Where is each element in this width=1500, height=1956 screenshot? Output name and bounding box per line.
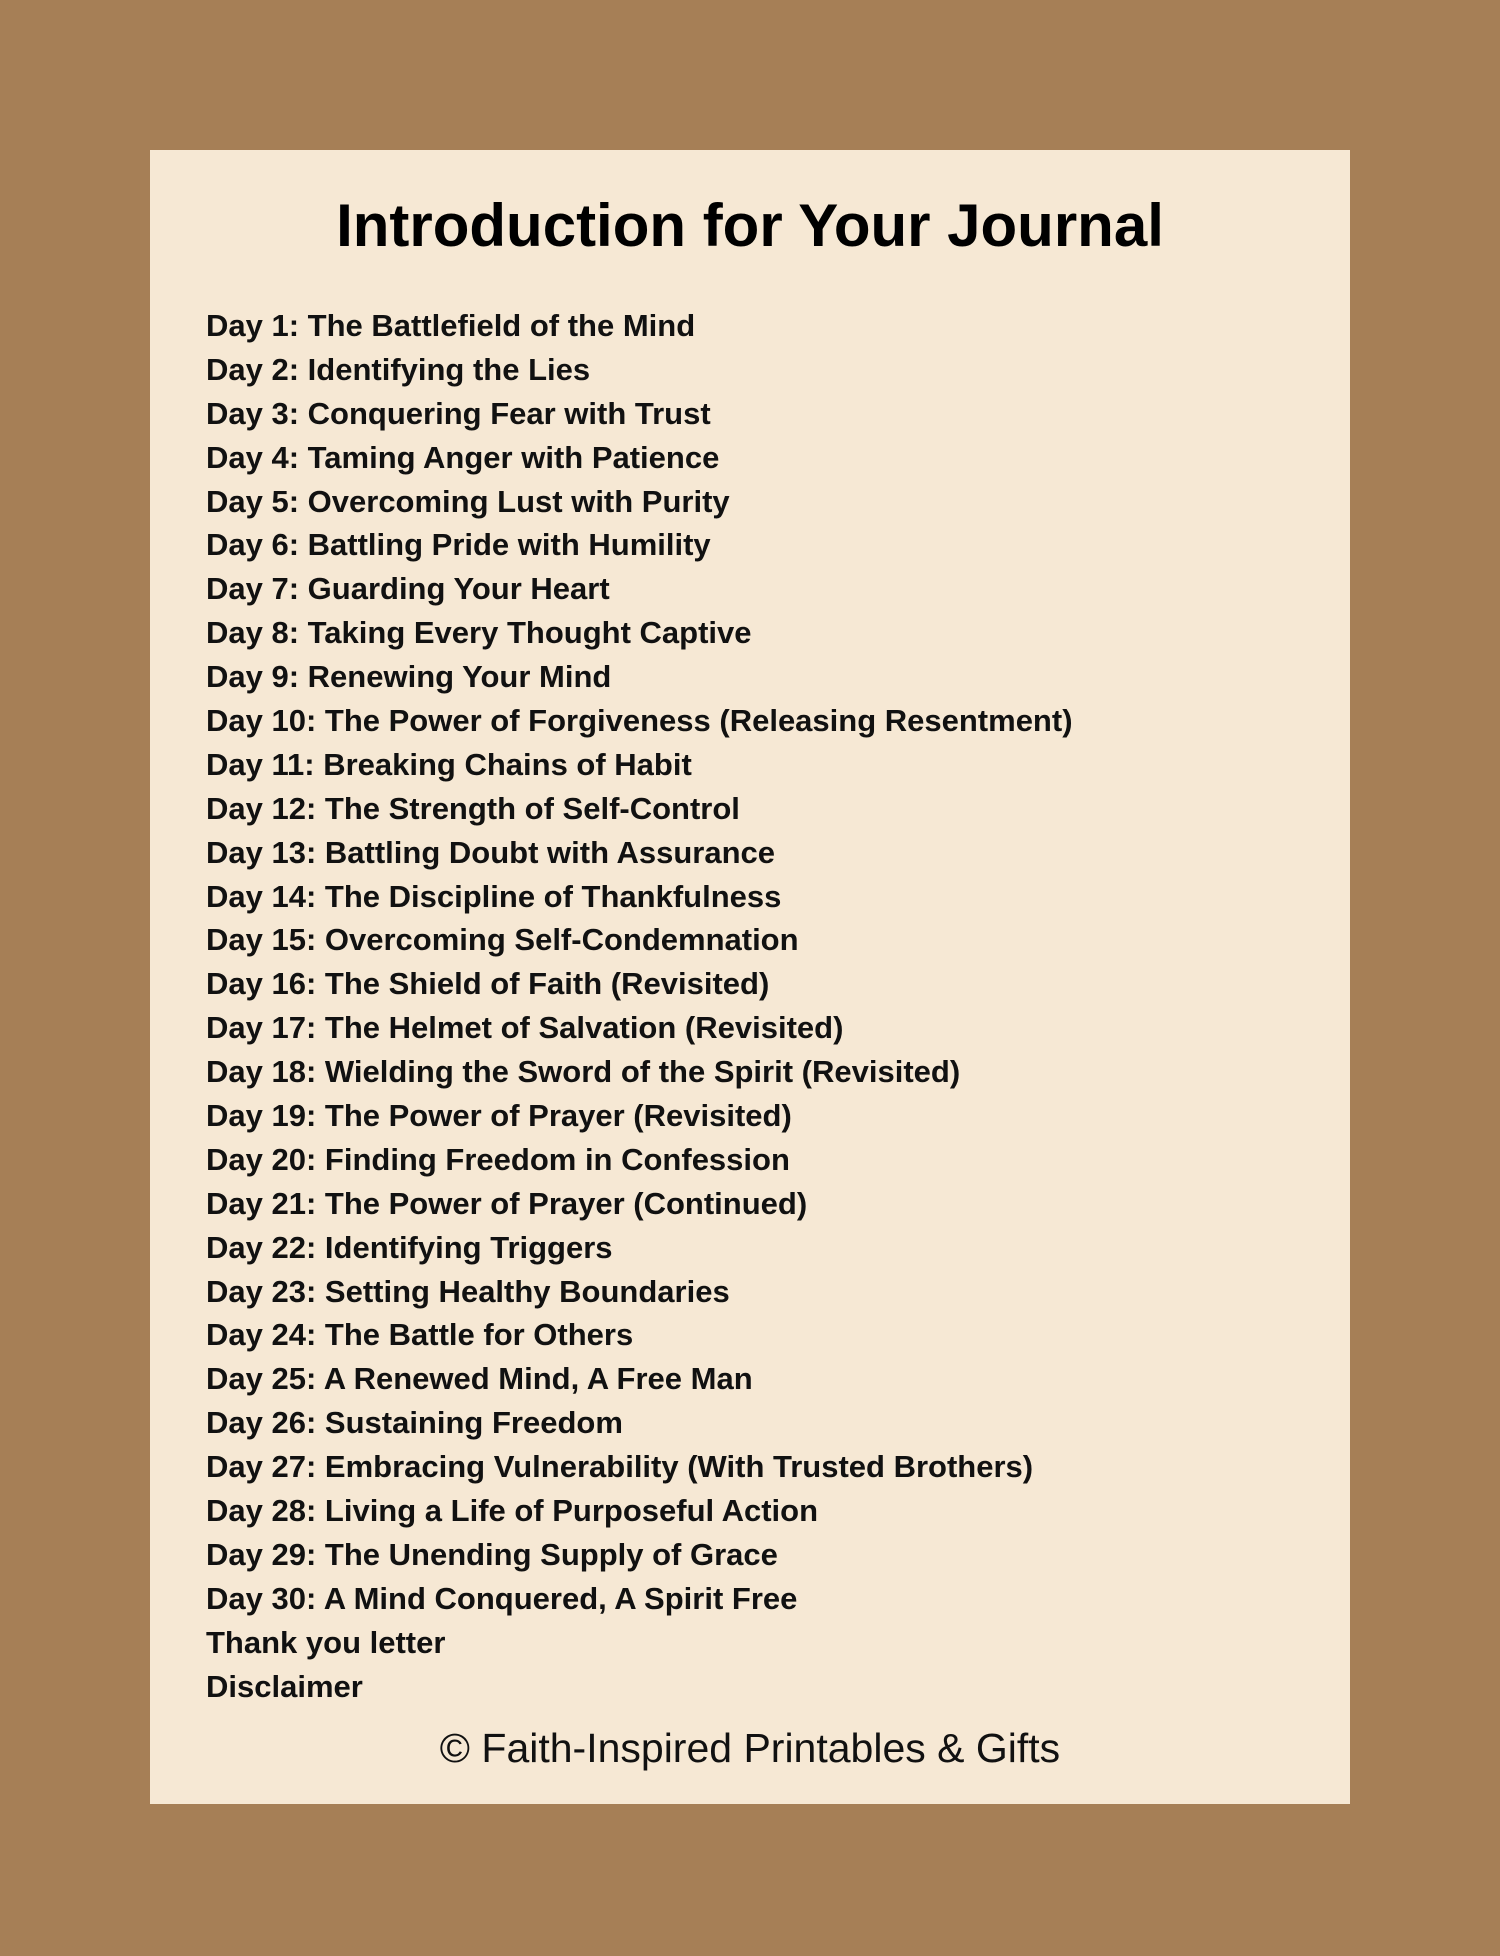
toc-item: Day 20: Finding Freedom in Confession (206, 1141, 790, 1177)
page-title: Introduction for Your Journal (336, 192, 1164, 259)
toc-item: Day 15: Overcoming Self-Condemnation (206, 922, 799, 958)
toc-item: Day 30: A Mind Conquered, A Spirit Free (206, 1580, 798, 1616)
table-of-contents (206, 304, 1073, 1709)
toc-item: Day 24: The Battle for Others (206, 1317, 634, 1353)
toc-item: Day 29: The Unending Supply of Grace (206, 1536, 778, 1572)
toc-item: Day 4: Taming Anger with Patience (206, 439, 720, 475)
toc-item: Day 22: Identifying Triggers (206, 1229, 613, 1265)
toc-item: Day 1: The Battlefield of the Mind (206, 308, 696, 343)
toc-item: Day 5: Overcoming Lust with Purity (206, 483, 730, 519)
toc-item: Day 13: Battling Doubt with Assurance (206, 834, 775, 870)
journal-page (150, 150, 1350, 1804)
toc-item: Day 18: Wielding the Sword of the Spirit (Revisited) (206, 1054, 961, 1090)
toc-item: Day 14: The Discipline of Thankfulness (206, 878, 782, 914)
toc-item: Day 12: The Strength of Self-Control (206, 790, 740, 826)
toc-item: Day 6: Battling Pride with Humility (206, 527, 711, 563)
toc-item: Day 11: Breaking Chains of Habit (206, 746, 692, 782)
toc-item: Day 26: Sustaining Freedom (206, 1405, 623, 1441)
toc-item: Day 7: Guarding Your Heart (206, 571, 610, 607)
toc-item: Day 8: Taking Every Thought Captive (206, 615, 752, 651)
toc-item: Day 9: Renewing Your Mind (206, 659, 612, 695)
toc-item: Day 25: A Renewed Mind, A Free Man (206, 1361, 753, 1397)
toc-item: Day 16: The Shield of Faith (Revisited) (206, 966, 770, 1002)
toc-item: Day 21: The Power of Prayer (Continued) (206, 1185, 808, 1221)
toc-item: Day 17: The Helmet of Salvation (Revisited) (206, 1010, 844, 1046)
toc-item: Day 23: Setting Healthy Boundaries (206, 1273, 730, 1309)
toc-item-disclaimer: Disclaimer (206, 1668, 363, 1704)
toc-item: Day 10: The Power of Forgiveness (Releasing Resentment) (206, 703, 1073, 739)
toc-item: Day 27: Embracing Vulnerability (With Trusted Brothers) (206, 1449, 1034, 1485)
toc-item: Day 2: Identifying the Lies (206, 351, 591, 387)
toc-item: Day 28: Living a Life of Purposeful Action (206, 1493, 819, 1529)
copyright-footer: © Faith-Inspired Printables & Gifts (439, 1725, 1061, 1771)
toc-item: Day 3: Conquering Fear with Trust (206, 395, 711, 431)
toc-item-thank-you: Thank you letter (206, 1624, 446, 1660)
toc-item: Day 19: The Power of Prayer (Revisited) (206, 1098, 792, 1134)
